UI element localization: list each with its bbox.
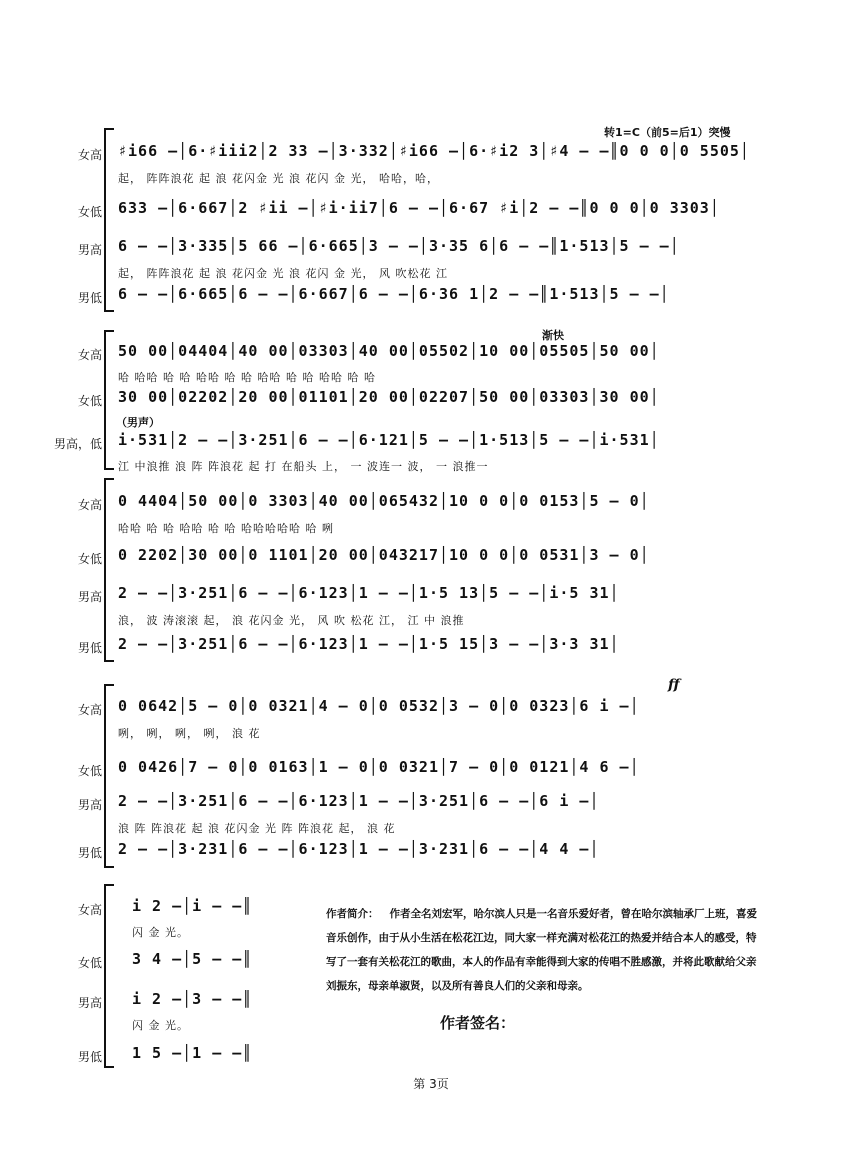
male-voices-marking: （男声） xyxy=(116,416,160,429)
notation-line: 50 00│04404│40 00│03303│40 00│05502│10 00│05505│50 00│ xyxy=(118,342,660,360)
part-label-alto: 女低 xyxy=(77,764,102,778)
lyrics-line: 闪 金 光。 xyxy=(132,1019,189,1032)
signature-label: 作者签名： xyxy=(440,1014,516,1032)
notation-line: 6 – –│6·665│6 – –│6·667│6 – –│6·36 1│2 – –║1·513│5 – –│ xyxy=(118,285,670,303)
lyrics-line: 起， 阵阵浪花 起 浪 花闪金 光 浪 花闪 金 光， 风 吹松花 江 xyxy=(118,267,448,280)
notation-line: 2 – –│3·231│6 – –│6·123│1 – –│3·231│6 – –│4 4 –│ xyxy=(118,840,600,858)
notation-line: 2 – –│3·251│6 – –│6·123│1 – –│1·5 13│5 – –│i·5 31│ xyxy=(118,584,620,602)
part-label-soprano: 女高 xyxy=(77,703,102,717)
system-brace xyxy=(104,330,114,470)
lyrics-line: 哈哈 哈 哈 哈哈 哈 哈 哈哈哈哈哈 哈 咧 xyxy=(118,522,334,535)
notation-line: i 2 –│i – –║ xyxy=(132,897,253,915)
part-label-bass: 男低 xyxy=(77,846,102,860)
part-label-soprano: 女高 xyxy=(77,498,102,512)
page-number: 第 3页 xyxy=(413,1077,449,1091)
part-label-tenor_bass: 男高，低 xyxy=(53,437,102,451)
lyrics-line: 浪 阵 阵浪花 起 浪 花闪金 光 阵 阵浪花 起， 浪 花 xyxy=(118,822,396,835)
notation-line: 2 – –│3·251│6 – –│6·123│1 – –│1·5 15│3 – –│3·3 31│ xyxy=(118,635,620,653)
notation-line: 3 4 –│5 – –║ xyxy=(132,950,253,968)
part-label-tenor: 男高 xyxy=(77,798,102,812)
part-label-tenor: 男高 xyxy=(77,243,102,257)
notation-line: 0 0426│7 – 0│0 0163│1 – 0│0 0321│7 – 0│0 0121│4 6 –│ xyxy=(118,758,640,776)
notation-line: i·531│2 – –│3·251│6 – –│6·121│5 – –│1·513│5 – –│i·531│ xyxy=(118,431,660,449)
part-label-alto: 女低 xyxy=(77,394,102,408)
accel-marking: 渐快 xyxy=(542,329,564,342)
bio-text: 作者全名刘宏军，哈尔滨人只是一名音乐爱好者，曾在哈尔滨轴承厂上班，喜爱音乐创作，由于从小生活在松花江边，同大家一样充满对松花江的热爱并结合本人的感受，特写了一套有关松花江的歌曲，本人的作品有幸能得到大家的传唱不胜感激，并将此歌献给父亲刘振东，母亲单淑贤，以及所有善良人们的父亲和母亲。 xyxy=(326,908,757,992)
lyrics-line: 闪 金 光。 xyxy=(132,926,189,939)
system-brace xyxy=(104,128,114,312)
dynamic-ff-marking: ff xyxy=(668,677,680,693)
part-label-alto: 女低 xyxy=(77,552,102,566)
key-change-marking: 转1=C（前5=后1）突慢 xyxy=(604,126,731,139)
author-bio xyxy=(326,902,766,998)
notation-line: 2 – –│3·251│6 – –│6·123│1 – –│3·251│6 – –│6 i –│ xyxy=(118,792,600,810)
part-label-bass: 男低 xyxy=(77,291,102,305)
part-label-alto: 女低 xyxy=(77,956,102,970)
bio-label: 作者简介： xyxy=(326,908,379,920)
system-brace xyxy=(104,478,114,662)
part-label-soprano: 女高 xyxy=(77,148,102,162)
notation-line: 633 –│6·667│2 ♯ii –│♯i·ii7│6 – –│6·67 ♯i│2 – –║0 0 0│0 3303│ xyxy=(118,199,720,217)
system-brace xyxy=(104,684,114,868)
notation-line: 1 5 –│1 – –║ xyxy=(132,1044,253,1062)
notation-line: 6 – –│3·335│5 66 –│6·665│3 – –│3·35 6│6 – –║1·513│5 – –│ xyxy=(118,237,680,255)
lyrics-line: 江 中浪推 浪 阵 阵浪花 起 打 在船头 上， 一 波连一 波， 一 浪推一 xyxy=(118,460,489,473)
part-label-tenor: 男高 xyxy=(77,590,102,604)
lyrics-line: 起， 阵阵浪花 起 浪 花闪金 光 浪 花闪 金 光， 哈哈，哈， xyxy=(118,172,439,185)
notation-line: 0 0642│5 – 0│0 0321│4 – 0│0 0532│3 – 0│0 0323│6 i –│ xyxy=(118,697,640,715)
part-label-tenor: 男高 xyxy=(77,996,102,1010)
notation-line: 0 4404│50 00│0 3303│40 00│065432│10 0 0│0 0153│5 – 0│ xyxy=(118,492,650,510)
notation-line: 0 2202│30 00│0 1101│20 00│043217│10 0 0│0 0531│3 – 0│ xyxy=(118,546,650,564)
part-label-bass: 男低 xyxy=(77,641,102,655)
lyrics-line: 哈 哈哈 哈 哈 哈哈 哈 哈 哈哈 哈 哈 哈哈 哈 哈 xyxy=(118,371,376,384)
notation-line: i 2 –│3 – –║ xyxy=(132,990,253,1008)
notation-line: ♯i66 –│6·♯iii2│2 33 –│3·332│♯i66 –│6·♯i2 3│♯4 – –║0 0 0│0 5505│ xyxy=(118,142,750,160)
lyrics-line: 浪， 波 涛滚滚 起， 浪 花闪金 光， 风 吹 松花 江， 江 中 浪推 xyxy=(118,614,465,627)
part-label-soprano: 女高 xyxy=(77,903,102,917)
system-brace xyxy=(104,884,114,1068)
part-label-alto: 女低 xyxy=(77,205,102,219)
part-label-bass: 男低 xyxy=(77,1050,102,1064)
notation-line: 30 00│02202│20 00│01101│20 00│02207│50 00│03303│30 00│ xyxy=(118,388,660,406)
lyrics-line: 咧， 咧， 咧， 咧， 浪 花 xyxy=(118,727,261,740)
part-label-soprano: 女高 xyxy=(77,348,102,362)
